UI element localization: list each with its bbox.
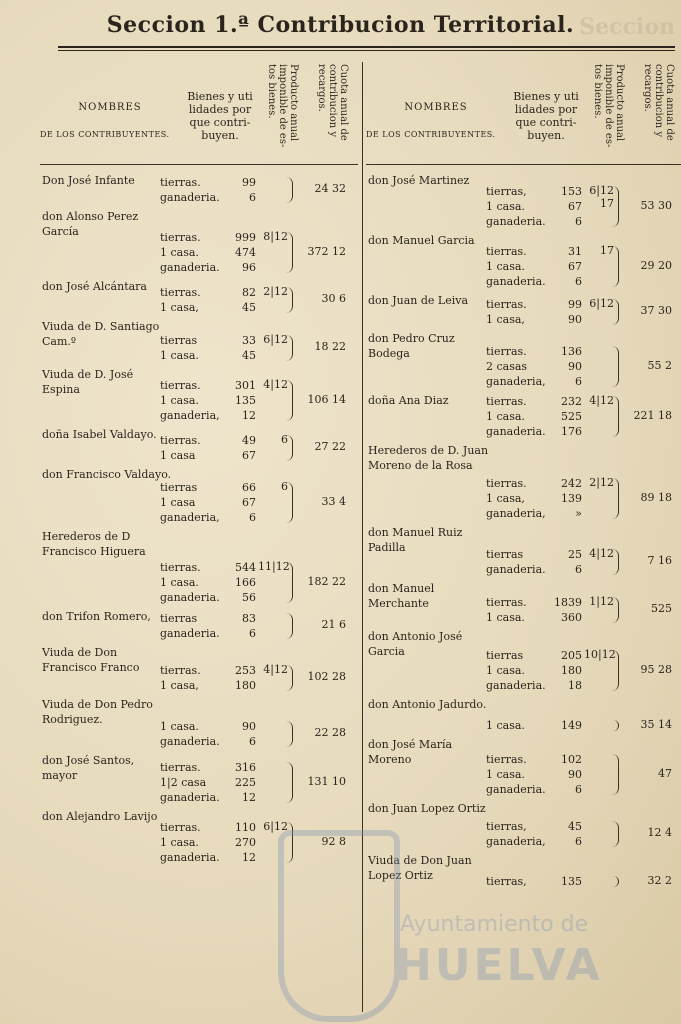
property-kind: ganaderia. bbox=[486, 425, 546, 438]
producto-value: 2|12 bbox=[263, 285, 288, 298]
cuota-value: 37 30 bbox=[640, 304, 672, 317]
property-kind: ganaderia. bbox=[160, 851, 220, 864]
table-row bbox=[366, 331, 681, 393]
cuota-value: 29 20 bbox=[640, 259, 672, 272]
property-kind: tierras. bbox=[486, 596, 527, 609]
cuota-value: 92 8 bbox=[321, 835, 346, 848]
contributor-name: don José Martinez bbox=[368, 174, 470, 187]
table-row bbox=[40, 279, 355, 319]
contributor-name: doña Ana Diaz bbox=[368, 394, 449, 407]
property-kind: tierras. bbox=[160, 286, 201, 299]
header-bienes: Bienes y uti lidades por que contri- buyen. bbox=[513, 90, 579, 142]
property-value: 6 bbox=[575, 215, 582, 228]
contributor-name: Herederos de D. Juan Moreno de la Rosa bbox=[368, 444, 489, 472]
table-row bbox=[366, 233, 681, 293]
property-value: 83 bbox=[242, 612, 256, 625]
property-value: 153 bbox=[561, 185, 582, 198]
property-value: 12 bbox=[242, 791, 256, 804]
property-value: 12 bbox=[242, 409, 256, 422]
cuota-value: 21 6 bbox=[321, 618, 346, 631]
cuota-value: 131 10 bbox=[307, 775, 346, 788]
property-kind: tierras, bbox=[486, 820, 527, 833]
table-row bbox=[40, 645, 355, 697]
contributor-name: Herederos de D Francisco Higuera bbox=[42, 530, 146, 558]
right-table-header bbox=[366, 60, 681, 165]
table-row bbox=[366, 443, 681, 525]
property-value: 6 bbox=[575, 783, 582, 796]
property-kind: ganaderia. bbox=[486, 275, 546, 288]
property-value: 66 bbox=[242, 481, 256, 494]
contributor-name: don Juan Lopez Ortiz bbox=[368, 802, 486, 815]
producto-value: 6 bbox=[281, 433, 288, 446]
left-table-header bbox=[40, 60, 358, 165]
contributor-name: Viuda de Don Pedro Rodriguez. bbox=[42, 698, 153, 726]
property-kind: tierras. bbox=[160, 434, 201, 447]
property-kind: tierras bbox=[160, 334, 198, 347]
property-kind: 1 casa, bbox=[160, 301, 199, 314]
property-value: 525 bbox=[561, 410, 582, 423]
header-cuota: Cuota anual de contribucion y recargos. bbox=[316, 64, 349, 141]
cuota-value: 89 18 bbox=[640, 491, 672, 504]
property-value: 136 bbox=[561, 345, 582, 358]
property-value: » bbox=[575, 507, 582, 520]
property-value: 90 bbox=[568, 313, 582, 326]
property-kind: tierras. bbox=[160, 821, 201, 834]
property-value: 90 bbox=[568, 768, 582, 781]
ghost-header: Seccion bbox=[579, 14, 675, 40]
producto-value: 4|12 bbox=[263, 663, 288, 676]
contributor-name: don José María Moreno bbox=[368, 738, 453, 766]
property-value: 999 bbox=[235, 231, 256, 244]
producto-value: 17 bbox=[600, 244, 614, 257]
property-value: 67 bbox=[242, 496, 256, 509]
contributor-name: don Manuel Ruiz Padilla bbox=[368, 526, 463, 554]
contributor-name: don Manuel Garcia bbox=[368, 234, 475, 247]
property-value: 90 bbox=[242, 720, 256, 733]
cuota-value: 27 22 bbox=[314, 440, 346, 453]
table-row bbox=[366, 737, 681, 801]
cuota-value: 55 2 bbox=[647, 359, 672, 372]
cuota-value: 22 28 bbox=[314, 726, 346, 739]
cuota-value: 53 30 bbox=[640, 199, 672, 212]
property-value: 6 bbox=[249, 627, 256, 640]
property-value: 1839 bbox=[554, 596, 582, 609]
row-brace bbox=[286, 177, 293, 203]
property-kind: tierras. bbox=[160, 176, 201, 189]
cuota-value: 7 16 bbox=[647, 554, 672, 567]
contributor-name: Viuda de Don Francisco Franco bbox=[42, 646, 140, 674]
property-value: 18 bbox=[568, 679, 582, 692]
header-bienes: Bienes y uti lidades por que contri- buyen. bbox=[187, 90, 253, 142]
property-kind: 1 casa. bbox=[160, 394, 199, 407]
property-value: 33 bbox=[242, 334, 256, 347]
property-value: 316 bbox=[235, 761, 256, 774]
property-value: 6 bbox=[249, 735, 256, 748]
property-kind: 1 casa, bbox=[486, 492, 525, 505]
property-value: 102 bbox=[561, 753, 582, 766]
table-row bbox=[40, 609, 355, 645]
property-value: 135 bbox=[235, 394, 256, 407]
property-kind: ganaderia, bbox=[160, 409, 220, 422]
property-kind: tierras. bbox=[160, 761, 201, 774]
cuota-value: 32 2 bbox=[647, 874, 672, 887]
title-rule bbox=[58, 46, 675, 48]
property-kind: tierras bbox=[160, 481, 198, 494]
property-kind: ganaderia, bbox=[486, 507, 546, 520]
property-value: 474 bbox=[235, 246, 256, 259]
contributor-name: Viuda de D. Santiago Cam.º bbox=[42, 320, 160, 348]
property-value: 149 bbox=[561, 719, 582, 732]
table-row bbox=[366, 525, 681, 581]
property-kind: tierras. bbox=[486, 477, 527, 490]
cuota-value: 372 12 bbox=[307, 245, 346, 258]
property-value: 6 bbox=[575, 275, 582, 288]
property-value: 205 bbox=[561, 649, 582, 662]
contributor-name: Viuda de Don Juan Lopez Ortiz bbox=[368, 854, 472, 882]
contributor-name: don Alejandro Lavijo bbox=[42, 810, 158, 823]
property-kind: tierras bbox=[486, 548, 524, 561]
contributor-name: Viuda de D. José Espina bbox=[42, 368, 134, 396]
property-kind: tierras. bbox=[160, 231, 201, 244]
table-row bbox=[40, 427, 355, 467]
cuota-value: 24 32 bbox=[314, 182, 346, 195]
left-table-body bbox=[40, 165, 358, 869]
row-brace bbox=[286, 721, 293, 747]
property-value: 544 bbox=[235, 561, 256, 574]
property-value: 25 bbox=[568, 548, 582, 561]
page-title: Seccion 1.ª Contribucion Territorial. bbox=[106, 12, 575, 38]
table-row bbox=[40, 319, 355, 367]
producto-value: 6 bbox=[281, 480, 288, 493]
property-kind: tierras. bbox=[486, 298, 527, 311]
property-kind: 1 casa. bbox=[486, 260, 525, 273]
cuota-value: 12 4 bbox=[647, 826, 672, 839]
property-value: 110 bbox=[235, 821, 256, 834]
property-kind: ganaderia. bbox=[160, 735, 220, 748]
property-kind: 1 casa. bbox=[486, 768, 525, 781]
contributor-name: don Juan de Leiva bbox=[368, 294, 469, 307]
contributor-name: don Manuel Merchante bbox=[368, 582, 435, 610]
producto-value: 4|12 bbox=[263, 378, 288, 391]
contributor-name: don Antonio Jadurdo. bbox=[368, 698, 487, 711]
property-kind: ganaderia. bbox=[486, 215, 546, 228]
property-kind: 1 casa. bbox=[486, 200, 525, 213]
watermark-line2: HUELVA bbox=[395, 940, 603, 991]
header-names: NOMBRES bbox=[78, 102, 142, 113]
row-brace bbox=[286, 762, 293, 803]
contributor-name: don José Santos, mayor bbox=[42, 754, 135, 782]
header-cuota: Cuota anual de contribucion y recargos. bbox=[642, 64, 675, 141]
cuota-value: 33 4 bbox=[321, 495, 346, 508]
producto-value: 11|12 bbox=[258, 560, 290, 573]
contributor-name: don Pedro Cruz Bodega bbox=[368, 332, 455, 360]
property-value: 176 bbox=[561, 425, 582, 438]
property-value: 6 bbox=[249, 191, 256, 204]
property-kind: 1 casa. bbox=[486, 611, 525, 624]
cuota-value: 95 28 bbox=[640, 663, 672, 676]
cuota-value: 30 6 bbox=[321, 292, 346, 305]
cuota-value: 35 14 bbox=[640, 718, 672, 731]
property-kind: 1 casa. bbox=[160, 836, 199, 849]
property-kind: 1 casa bbox=[160, 449, 196, 462]
contributor-name: Don José Infante bbox=[42, 174, 135, 187]
property-kind: tierras. bbox=[486, 345, 527, 358]
property-value: 6 bbox=[575, 563, 582, 576]
table-row bbox=[40, 367, 355, 427]
property-kind: 1 casa, bbox=[160, 679, 199, 692]
header-producto: Producto anual imponible de es- tos bienes. bbox=[266, 64, 299, 148]
row-brace bbox=[612, 720, 619, 731]
property-kind: ganaderia, bbox=[486, 835, 546, 848]
property-kind: ganaderia. bbox=[160, 261, 220, 274]
property-kind: 2 casas bbox=[486, 360, 528, 373]
property-kind: 1 casa. bbox=[486, 664, 525, 677]
property-kind: tierras, bbox=[486, 875, 527, 888]
cuota-value: 221 18 bbox=[633, 409, 672, 422]
property-kind: ganaderia. bbox=[160, 191, 220, 204]
property-kind: tierras bbox=[486, 649, 524, 662]
row-brace bbox=[286, 613, 293, 639]
table-row bbox=[366, 173, 681, 233]
title-rule-thin bbox=[58, 50, 675, 51]
producto-value: 4|12 bbox=[589, 547, 614, 560]
cuota-value: 47 bbox=[658, 767, 672, 780]
property-kind: ganaderia. bbox=[486, 679, 546, 692]
property-value: 90 bbox=[568, 360, 582, 373]
contributor-name: don Antonio José Garcia bbox=[368, 630, 463, 658]
property-value: 225 bbox=[235, 776, 256, 789]
property-kind: tierras. bbox=[160, 561, 201, 574]
table-row bbox=[366, 697, 681, 737]
property-value: 31 bbox=[568, 245, 582, 258]
cuota-value: 18 22 bbox=[314, 340, 346, 353]
property-value: 99 bbox=[242, 176, 256, 189]
property-value: 45 bbox=[242, 349, 256, 362]
contributor-name: don Alonso Perez García bbox=[42, 210, 139, 238]
right-table-body bbox=[366, 165, 681, 893]
contributor-name: don Trifon Romero, bbox=[42, 610, 151, 623]
property-kind: tierras. bbox=[160, 379, 201, 392]
property-kind: ganaderia, bbox=[486, 375, 546, 388]
property-value: 96 bbox=[242, 261, 256, 274]
producto-value: 6|12 bbox=[263, 820, 288, 833]
property-value: 12 bbox=[242, 851, 256, 864]
property-value: 180 bbox=[235, 679, 256, 692]
table-row bbox=[40, 173, 355, 209]
property-kind: ganaderia. bbox=[486, 783, 546, 796]
table-row bbox=[40, 753, 355, 809]
property-value: 135 bbox=[561, 875, 582, 888]
cuota-value: 106 14 bbox=[307, 393, 346, 406]
cuota-value: 525 bbox=[651, 602, 672, 615]
property-kind: 1 casa, bbox=[486, 313, 525, 326]
property-value: 45 bbox=[568, 820, 582, 833]
property-value: 99 bbox=[568, 298, 582, 311]
cuota-value: 182 22 bbox=[307, 575, 346, 588]
property-kind: ganaderia. bbox=[160, 627, 220, 640]
producto-value: 2|12 bbox=[589, 476, 614, 489]
header-names: NOMBRES bbox=[404, 102, 468, 113]
property-value: 166 bbox=[235, 576, 256, 589]
property-kind: tierras. bbox=[160, 664, 201, 677]
property-kind: 1 casa bbox=[160, 496, 196, 509]
table-row bbox=[366, 629, 681, 697]
cuota-value: 102 28 bbox=[307, 670, 346, 683]
header-producto: Producto anual imponible de es- tos bienes. bbox=[592, 64, 625, 148]
property-value: 49 bbox=[242, 434, 256, 447]
property-kind: ganaderia. bbox=[160, 791, 220, 804]
property-kind: 1 casa. bbox=[160, 576, 199, 589]
property-value: 82 bbox=[242, 286, 256, 299]
property-value: 360 bbox=[561, 611, 582, 624]
property-kind: tierras. bbox=[486, 245, 527, 258]
property-kind: 1 casa. bbox=[486, 719, 525, 732]
table-row bbox=[40, 467, 355, 529]
table-row bbox=[366, 393, 681, 443]
property-kind: tierras bbox=[160, 612, 198, 625]
property-kind: ganaderia. bbox=[160, 591, 220, 604]
property-value: 67 bbox=[568, 260, 582, 273]
property-value: 6 bbox=[249, 511, 256, 524]
property-kind: tierras. bbox=[486, 395, 527, 408]
table-row bbox=[40, 529, 355, 609]
contributor-name: doña Isabel Valdayo. bbox=[42, 428, 157, 441]
property-value: 67 bbox=[568, 200, 582, 213]
property-kind: 1 casa. bbox=[160, 349, 199, 362]
property-kind: tierras. bbox=[486, 753, 527, 766]
header-names-sub: DE LOS CONTRIBUYENTES. bbox=[366, 130, 496, 139]
row-brace bbox=[612, 346, 619, 387]
property-value: 180 bbox=[561, 664, 582, 677]
property-value: 253 bbox=[235, 664, 256, 677]
property-value: 6 bbox=[575, 835, 582, 848]
property-value: 6 bbox=[575, 375, 582, 388]
property-kind: 1 casa. bbox=[160, 720, 199, 733]
producto-value: 10|12 bbox=[584, 648, 616, 661]
property-value: 242 bbox=[561, 477, 582, 490]
watermark-logo bbox=[270, 820, 681, 1020]
property-value: 56 bbox=[242, 591, 256, 604]
table-row bbox=[40, 697, 355, 753]
producto-value: 6|12 17 bbox=[589, 184, 614, 210]
table-row bbox=[366, 581, 681, 629]
property-kind: tierras, bbox=[486, 185, 527, 198]
producto-value: 8|12 bbox=[263, 230, 288, 243]
producto-value: 1|12 bbox=[589, 595, 614, 608]
property-kind: ganaderia, bbox=[160, 511, 220, 524]
watermark-line1: Ayuntamiento de bbox=[400, 912, 589, 937]
contributor-name: don José Alcántara bbox=[42, 280, 147, 293]
property-value: 232 bbox=[561, 395, 582, 408]
table-row bbox=[40, 209, 355, 279]
table-row bbox=[366, 293, 681, 331]
header-names-sub: DE LOS CONTRIBUYENTES. bbox=[40, 130, 170, 139]
property-value: 45 bbox=[242, 301, 256, 314]
property-value: 301 bbox=[235, 379, 256, 392]
property-value: 67 bbox=[242, 449, 256, 462]
property-kind: ganaderia. bbox=[486, 563, 546, 576]
producto-value: 6|12 bbox=[263, 333, 288, 346]
property-value: 270 bbox=[235, 836, 256, 849]
property-kind: 1 casa. bbox=[486, 410, 525, 423]
producto-value: 4|12 bbox=[589, 394, 614, 407]
contributor-name: don Francisco Valdayo. bbox=[42, 468, 172, 481]
property-value: 139 bbox=[561, 492, 582, 505]
coat-of-arms-icon bbox=[278, 830, 400, 1022]
producto-value: 6|12 bbox=[589, 297, 614, 310]
property-kind: 1|2 casa bbox=[160, 776, 207, 789]
row-brace bbox=[612, 754, 619, 795]
property-kind: 1 casa. bbox=[160, 246, 199, 259]
